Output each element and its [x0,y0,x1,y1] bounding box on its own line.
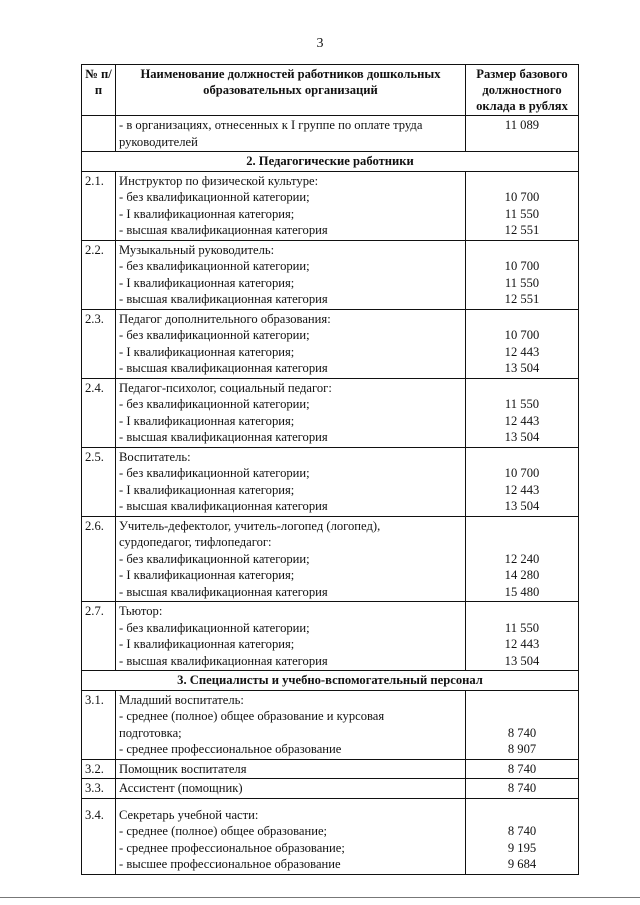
salary-value: 9 684 [507,857,537,871]
salary-table [81,64,579,875]
salary-value: 12 551 [504,292,540,306]
position-line: Секретарь учебной части: [119,807,259,822]
position-line: Учитель-дефектолог, учитель-логопед (логопед), [119,518,381,533]
table-row [82,798,579,874]
row-number: 3.1. [82,690,116,759]
row-number: 2.3. [82,309,116,378]
section-row [82,671,579,691]
salary-value: 11 550 [504,397,540,411]
position-line: Педагог дополнительного образования: [119,311,331,326]
table-row [82,516,579,602]
page-number: 3 [316,36,324,51]
table-row [82,447,579,516]
position-line: - I квалификационная категория; [119,344,295,359]
position-name-cell [116,516,466,602]
position-line: - без квалификационной категории; [119,397,310,411]
position-line: - без квалификационной категории; [119,620,310,635]
salary-value: 13 504 [504,430,540,444]
salary-value: 10 700 [504,466,540,480]
position-line: сурдопедагог, тифлопедагог: [119,535,272,549]
salary-value: 10 700 [504,190,540,204]
position-name-cell [116,447,466,516]
row-number: 3.2. [82,759,116,779]
salary-cell [466,378,579,447]
salary-value: 8 907 [507,742,537,756]
row-number: 3.4. [82,798,116,874]
salary-cell [466,759,579,779]
position-name-cell [116,116,466,152]
salary-value: 12 443 [504,482,540,497]
salary-cell [466,171,579,240]
salary-value [469,807,575,824]
row-number: 2.5. [82,447,116,516]
position-line: - без квалификационной категории; [119,328,310,342]
row-number: 2.1. [82,171,116,240]
salary-value: 11 550 [504,275,540,290]
position-line: - высшая квалификационная категория [119,499,328,513]
table-row [82,116,579,152]
row-number: 2.6. [82,516,116,602]
position-line: подготовка; [119,725,182,740]
position-line: - высшее профессиональное образование [119,857,341,871]
position-line: - высшая квалификационная категория [119,361,328,375]
position-line: - I квалификационная категория; [119,568,295,582]
salary-value: 8 740 [507,824,537,838]
salary-value: 8 740 [507,725,537,740]
position-line: - без квалификационной категории; [119,466,310,480]
row-number: 3.3. [82,779,116,799]
position-line: Воспитатель: [119,449,191,464]
salary-value [469,242,575,259]
section-title: 2. Педагогические работники [82,152,579,172]
page-bottom-rule [0,897,640,898]
salary-value: 8 740 [507,761,537,776]
section-row [82,152,579,172]
position-line: Помощник воспитателя [119,761,247,776]
row-number: 2.4. [82,378,116,447]
position-name-cell [116,779,466,799]
position-line: - I квалификационная категория; [119,413,295,428]
salary-cell [466,798,579,874]
position-line: - среднее профессиональное образование; [119,840,345,855]
position-name-cell [116,602,466,671]
table-row [82,779,579,799]
table-body [82,116,579,875]
position-line: - без квалификационной категории; [119,190,310,204]
salary-cell [466,309,579,378]
salary-value [469,518,575,535]
salary-cell [466,447,579,516]
position-name-cell [116,690,466,759]
salary-value [469,380,575,397]
table-row [82,378,579,447]
header-salary: Размер базового должностного оклада в рублях [466,65,579,116]
salary-value: 12 443 [504,413,540,428]
position-name-cell [116,171,466,240]
table-header [82,65,579,116]
table-row [82,309,579,378]
position-line: - высшая квалификационная категория [119,653,328,668]
position-line: - без квалификационной категории; [119,259,310,273]
salary-value [469,134,575,151]
salary-value: 9 195 [507,840,537,855]
position-line: руководителей [119,134,198,149]
position-line: - высшая квалификационная категория [119,223,328,237]
table-row [82,171,579,240]
row-number: 2.2. [82,240,116,309]
salary-value: 11 089 [504,118,540,132]
position-line: Музыкальный руководитель: [119,242,275,257]
position-name-cell [116,309,466,378]
salary-cell [466,602,579,671]
position-line: Инструктор по физической культуре: [119,173,319,188]
table-row [82,759,579,779]
table-row [82,690,579,759]
salary-value [469,173,575,190]
position-line: - в организациях, отнесенных к I группе по оплате труда [119,118,423,132]
position-line: - высшая квалификационная категория [119,584,328,599]
position-line: - среднее профессиональное образование [119,742,342,756]
row-number [82,116,116,152]
position-line: - I квалификационная категория; [119,206,295,221]
position-line: - I квалификационная категория; [119,482,295,497]
section-title: 3. Специалисты и учебно-вспомогательный персонал [82,671,579,691]
salary-cell [466,116,579,152]
salary-value: 12 240 [504,551,540,566]
salary-value [469,708,575,725]
position-line: - среднее (полное) общее образование; [119,824,328,838]
salary-value: 13 504 [504,361,540,375]
position-line: Тьютор: [119,604,163,618]
salary-value: 8 740 [507,781,537,795]
position-name-cell [116,798,466,874]
position-line: - без квалификационной категории; [119,551,310,566]
position-name-cell [116,759,466,779]
table-row [82,602,579,671]
position-line: - I квалификационная категория; [119,275,295,290]
salary-value [469,449,575,466]
salary-cell [466,779,579,799]
salary-value [469,311,575,328]
table-row [82,240,579,309]
position-line: - среднее (полное) общее образование и курсовая [119,709,385,723]
position-line: - высшая квалификационная категория [119,430,328,444]
salary-value: 15 480 [504,584,540,599]
position-line: Младший воспитатель: [119,692,244,707]
salary-value [469,603,575,620]
position-name-cell [116,240,466,309]
salary-value: 13 504 [504,499,540,513]
salary-value: 10 700 [504,259,540,273]
row-number: 2.7. [82,602,116,671]
salary-value: 14 280 [504,568,540,582]
header-position-name: Наименование должностей работников дошкольных образовательных организаций [116,65,466,116]
position-line: - I квалификационная категория; [119,637,295,651]
salary-value: 12 443 [504,344,540,359]
salary-value: 11 550 [504,620,540,635]
salary-value: 12 551 [504,223,540,237]
salary-cell [466,690,579,759]
salary-value: 13 504 [504,653,540,668]
header-number: № п/п [82,65,116,116]
salary-cell [466,240,579,309]
salary-value: 12 443 [504,637,540,651]
salary-value: 11 550 [504,206,540,221]
salary-value [469,692,575,709]
position-line: Ассистент (помощник) [119,781,243,795]
salary-cell [466,516,579,602]
position-line: - высшая квалификационная категория [119,292,328,306]
salary-value: 10 700 [504,328,540,342]
position-name-cell [116,378,466,447]
position-line: Педагог-психолог, социальный педагог: [119,380,332,395]
salary-value [469,534,575,551]
